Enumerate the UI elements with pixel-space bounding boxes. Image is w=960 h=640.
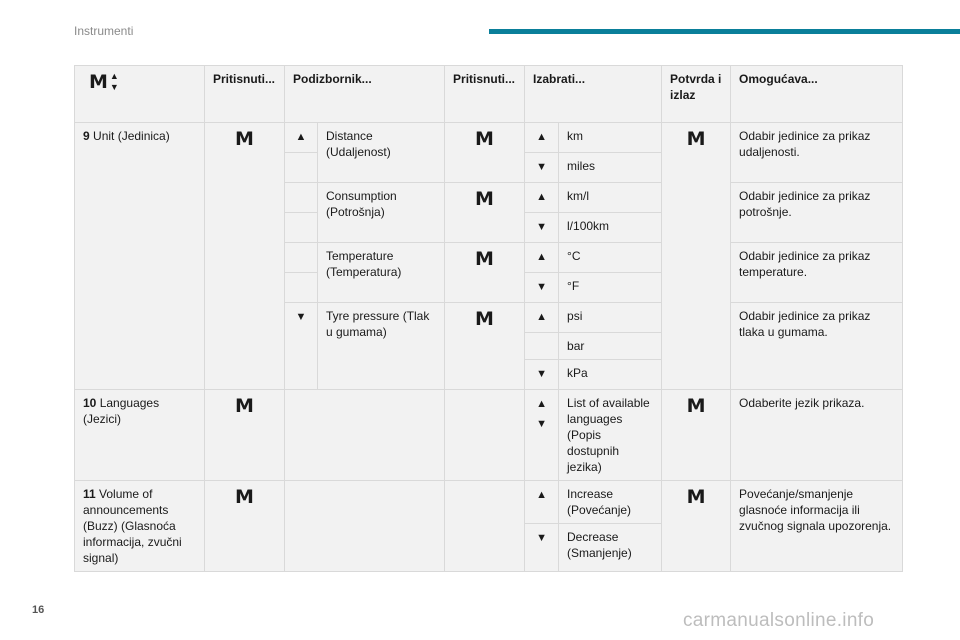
option-decrease: Decrease (Smanjenje) xyxy=(559,524,662,572)
watermark: carmanualsonline.info xyxy=(683,610,875,631)
m-button-icon: M xyxy=(205,123,285,390)
section-title: Instrumenti xyxy=(74,24,134,38)
arrow-down-icon: ▼ xyxy=(536,418,547,430)
page-number: 16 xyxy=(32,604,45,616)
option-increase: Increase (Povećanje) xyxy=(559,481,662,524)
m-button-icon: M xyxy=(662,481,731,572)
table-row xyxy=(75,123,903,153)
arrow-down-icon: ▼ xyxy=(525,360,559,390)
empty-cell xyxy=(285,273,318,303)
empty-cell xyxy=(285,213,318,243)
settings-table xyxy=(74,65,903,572)
header-press: Pritisnuti... xyxy=(205,66,285,123)
m-button-icon: M xyxy=(205,481,285,572)
description-temperature: Odabir jedinice za prikaz temperature. xyxy=(731,243,903,303)
option-bar: bar xyxy=(559,333,662,360)
arrow-up-down-icon xyxy=(525,390,559,481)
empty-cell xyxy=(445,390,525,481)
header-m-cell xyxy=(75,66,205,123)
option-kpa: kPa xyxy=(559,360,662,390)
table-header-row xyxy=(75,66,903,123)
header-press: Pritisnuti... xyxy=(445,66,525,123)
submenu-tyre-pressure: Tyre pressure (Tlak u gumama) xyxy=(318,303,445,390)
description-volume: Povećanje/smanjenje glasnoće informacija ili zvučnog signala upozorenja. xyxy=(731,481,903,572)
arrow-down-icon: ▼ xyxy=(285,303,318,390)
empty-cell xyxy=(285,390,445,481)
description-languages: Odaberite jezik prikaza. xyxy=(731,390,903,481)
m-button-icon: M xyxy=(445,243,525,303)
table-row xyxy=(75,390,903,481)
empty-cell xyxy=(285,481,445,572)
option-celsius: °C xyxy=(559,243,662,273)
m-button-with-arrows-icon xyxy=(89,71,119,93)
option-l-per-100km: l/100km xyxy=(559,213,662,243)
arrow-up-icon: ▲ xyxy=(536,398,547,410)
submenu-consumption: Consumption (Potrošnja) xyxy=(318,183,445,243)
arrow-down-icon: ▼ xyxy=(525,273,559,303)
empty-cell xyxy=(445,481,525,572)
option-language-list: List of available languages (Popis dostupnih jezika) xyxy=(559,390,662,481)
arrow-up-icon: ▲ xyxy=(525,123,559,153)
arrow-down-icon: ▼ xyxy=(525,524,559,572)
header-submenu: Podizbornik... xyxy=(285,66,445,123)
table-row xyxy=(75,481,903,524)
arrow-down-icon: ▼ xyxy=(109,82,119,92)
submenu-distance: Distance (Udaljenost) xyxy=(318,123,445,183)
empty-cell xyxy=(525,333,559,360)
empty-cell xyxy=(285,183,318,213)
m-button-icon: M xyxy=(445,183,525,243)
arrow-down-icon: ▼ xyxy=(525,153,559,183)
arrow-down-icon: ▼ xyxy=(525,213,559,243)
empty-cell xyxy=(285,153,318,183)
option-km: km xyxy=(559,123,662,153)
arrow-up-icon: ▲ xyxy=(525,243,559,273)
languages-label-cell: 10 Languages (Jezici) xyxy=(75,390,205,481)
m-button-icon: M xyxy=(662,123,731,390)
arrow-up-icon: ▲ xyxy=(285,123,318,153)
empty-cell xyxy=(285,243,318,273)
m-button-icon: M xyxy=(445,123,525,183)
description-tyre-pressure: Odabir jedinice za prikaz tlaka u gumama. xyxy=(731,303,903,390)
m-button-icon: M xyxy=(205,390,285,481)
header-confirm: Potvrda i izlaz xyxy=(662,66,731,123)
option-fahrenheit: °F xyxy=(559,273,662,303)
description-distance: Odabir jedinice za prikaz udaljenosti. xyxy=(731,123,903,183)
option-psi: psi xyxy=(559,303,662,333)
volume-label-cell: 11 Volume of announcements (Buzz) (Glasnoća informacija, zvučni signal) xyxy=(75,481,205,572)
header-select: Izabrati... xyxy=(525,66,662,123)
header-accent-bar xyxy=(489,29,960,34)
arrow-up-icon: ▲ xyxy=(525,481,559,524)
arrow-up-icon: ▲ xyxy=(525,303,559,333)
m-button-icon: M xyxy=(445,303,525,390)
option-miles: miles xyxy=(559,153,662,183)
submenu-temperature: Temperature (Temperatura) xyxy=(318,243,445,303)
option-km-per-l: km/l xyxy=(559,183,662,213)
description-consumption: Odabir jedinice za prikaz potrošnje. xyxy=(731,183,903,243)
arrow-up-icon: ▲ xyxy=(109,71,119,81)
arrow-up-icon: ▲ xyxy=(525,183,559,213)
m-button-icon: M xyxy=(89,71,108,93)
m-button-icon: M xyxy=(662,390,731,481)
header-enables: Omogućava... xyxy=(731,66,903,123)
unit-label-cell: 9 Unit (Jedinica) xyxy=(75,123,205,390)
